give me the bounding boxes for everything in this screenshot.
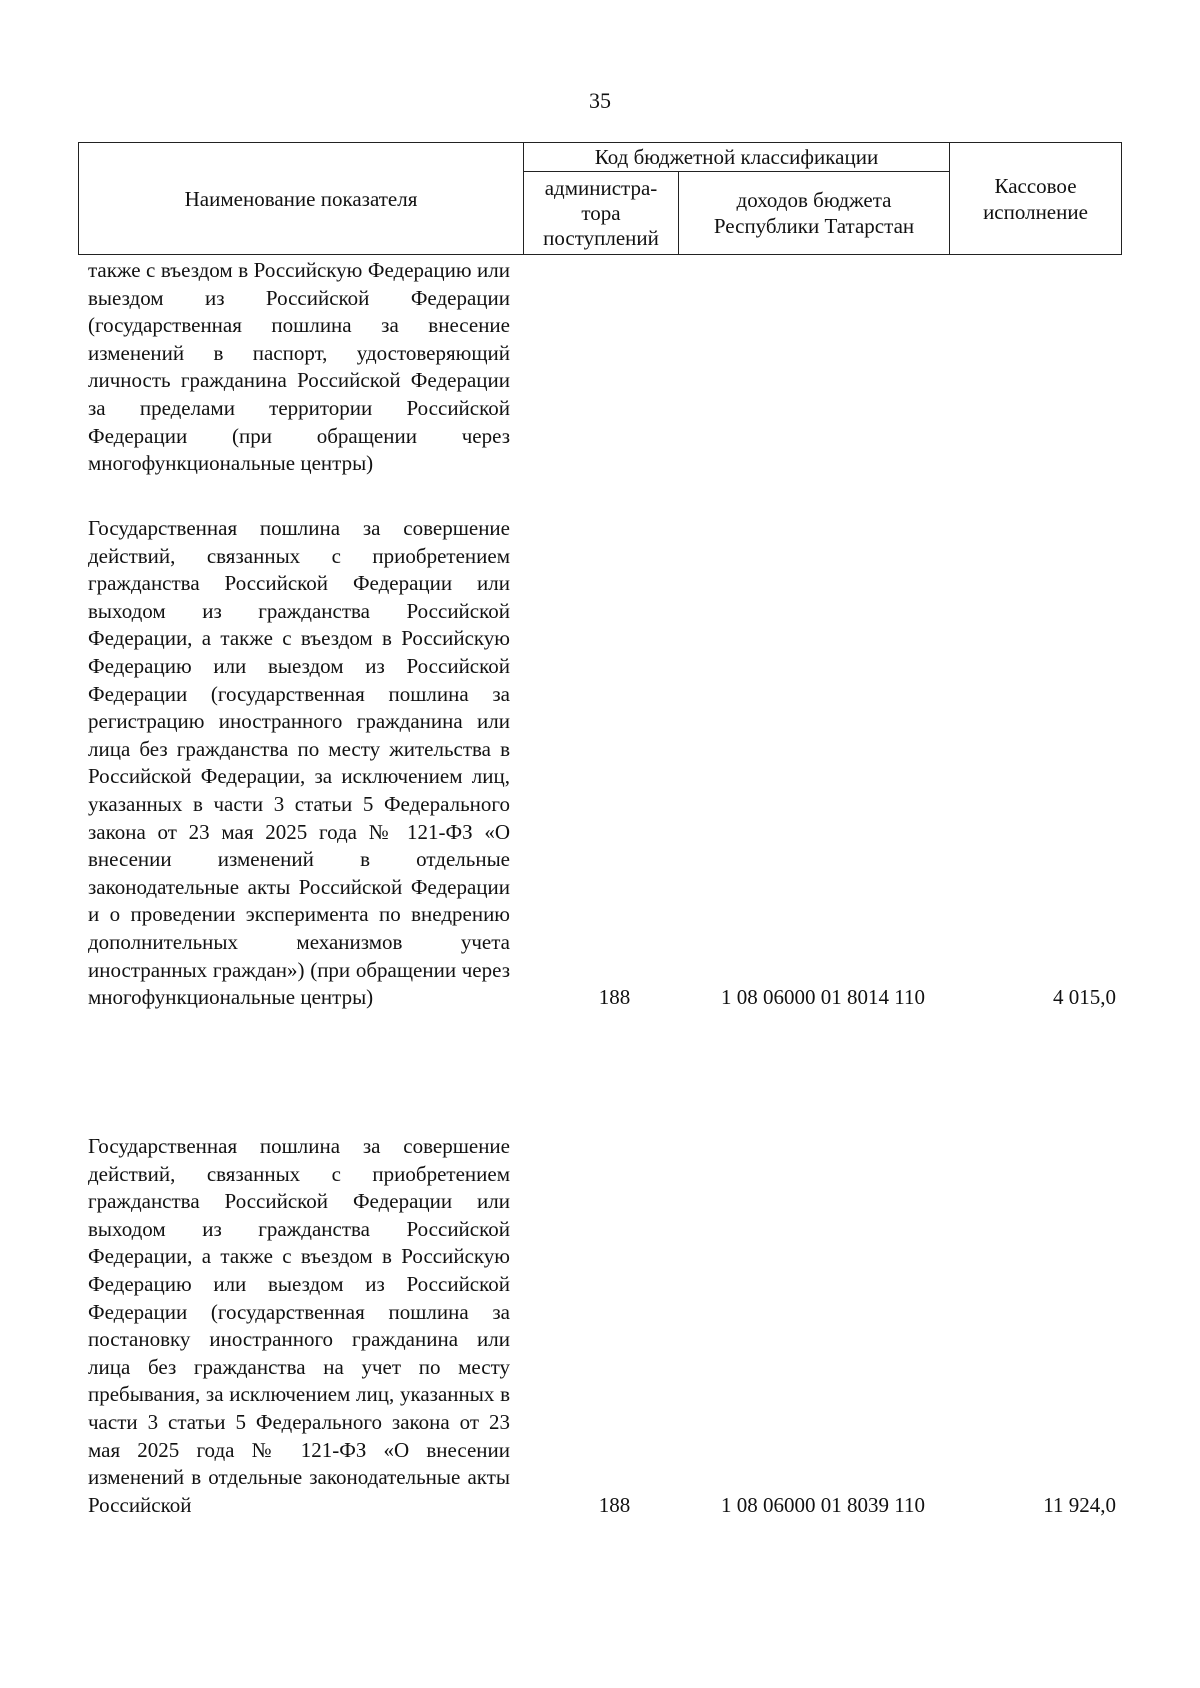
- row-amount: 11 924,0: [1043, 1492, 1116, 1517]
- row-name: Государственная пошлина за совершение действий, связанных с приобретением гражданства Российской Федерации или выходом из гражданства Российской Федерации, а также с въездом в Российскую Федерацию или выездом из Российской Федерации (государственная пошлина за регистрацию иностранного гражданина или лица без гражданства по месту жительства в Российской Федерации, за исключением лиц, указанных в части 3 статьи 5 Федерального закона от 23 мая 2025 года № 121-ФЗ «О внесении изменений в отдельные законодательные акты Российской Федерации и о проведении эксперимента по внедрению дополнительных механизмов учета иностранных граждан») (при обращении через многофункциональные центры): [88, 516, 510, 1010]
- header-kbk-group: [524, 143, 950, 172]
- row-income-code: 1 08 06000 01 8014 110: [721, 985, 925, 1010]
- row-amount: 4 015,0: [1053, 985, 1116, 1010]
- header-admin-label: администра- тора поступлений: [543, 175, 659, 250]
- row-admin-code: 188: [598, 1492, 631, 1517]
- row-admin-code: 188: [598, 985, 631, 1010]
- table-row: [88, 515, 1122, 1012]
- header-income-label: доходов бюджета Республики Татарстан: [713, 188, 915, 238]
- header-name-column: [79, 143, 524, 254]
- header-kbk-label: Код бюджетной классификации: [594, 145, 879, 169]
- row-income-code: 1 08 06000 01 8039 110: [721, 1492, 925, 1517]
- page-number: 35: [589, 88, 611, 113]
- row-name: Государственная пошлина за совершение действий, связанных с приобретением гражданства Российской Федерации или выходом из гражданства Российской Федерации, а также с въездом в Российскую Федерацию или выездом из Российской Федерации (государственная пошлина за постановку иностранного гражданина или лица без гражданства на учет по месту пребывания, за исключением лиц, указанных в части 3 статьи 5 Федерального закона от 23 мая 2025 года № 121-ФЗ «О внесении изменений в отдельные законодательные акты Российской: [88, 1134, 510, 1517]
- table-row: [88, 257, 1122, 478]
- header-name-label: Наименование показателя: [184, 186, 418, 211]
- header-income-column: [679, 172, 950, 254]
- table-row: [88, 1133, 1122, 1519]
- header-admin-column: [524, 172, 679, 254]
- header-kass-label: Кассовое исполнение: [983, 173, 1088, 224]
- table-header: [78, 142, 1122, 255]
- row-name: также с въездом в Российскую Федерацию или выездом из Российской Федерации (государственная пошлина за внесение изменений в паспорт, удостоверяющий личность гражданина Российской Федерации за пределами территории Российской Федерации (при обращении через многофункциональные центры): [88, 258, 510, 476]
- header-kass-column: [950, 143, 1121, 254]
